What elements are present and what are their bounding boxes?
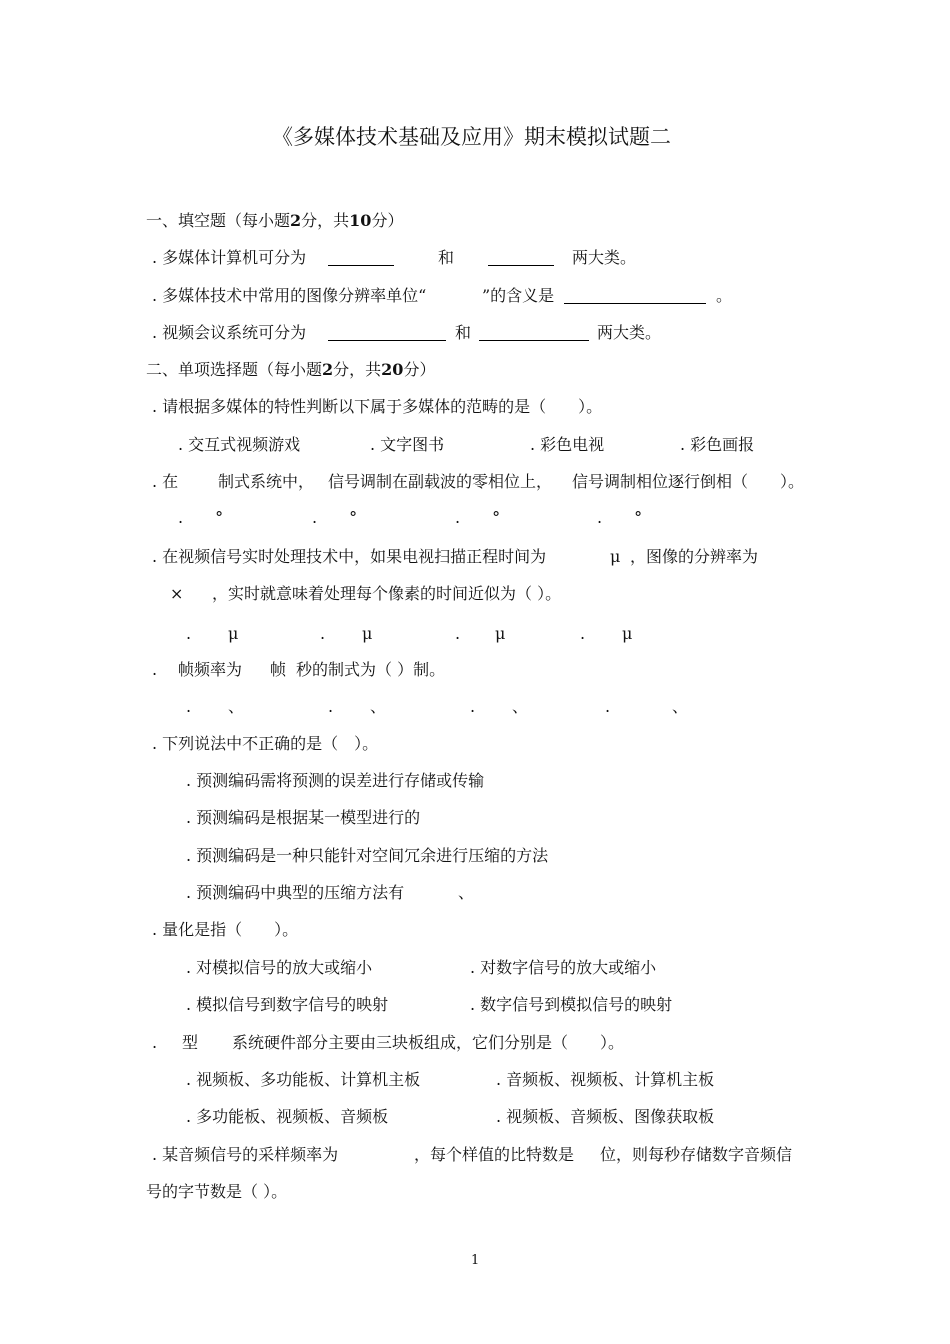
question-text: 号的字节数是（ ）。: [146, 1182, 288, 1201]
question-text: 帧频率为: [178, 660, 243, 679]
option-d-sep: 、: [458, 883, 475, 902]
option-a: . 对模拟信号的放大或缩小: [186, 958, 373, 977]
option-c: . 模拟信号到数字信号的映射: [186, 995, 389, 1014]
question-text: 两大类。: [572, 248, 637, 267]
option-d-unit: μ: [622, 624, 633, 643]
page-number: 1: [471, 1253, 480, 1268]
option-c-sep: 、: [512, 697, 529, 716]
option-b-unit: μ: [362, 624, 373, 643]
option-c: . 预测编码是一种只能针对空间冗余进行压缩的方法: [186, 846, 549, 865]
option-c: .: [470, 697, 476, 716]
option-c-unit: μ: [495, 624, 506, 643]
section-heading-fill-in: [146, 211, 403, 231]
question-text: 信号调制相位逐行倒相（ ）。: [572, 472, 805, 491]
option-c: .: [455, 624, 461, 643]
question-text: 帧: [270, 660, 287, 679]
heading-number: 20: [381, 360, 404, 379]
option-d-sep: 、: [672, 697, 689, 716]
question-text: . 某音频信号的采样频率为: [152, 1145, 339, 1164]
question-text: . 视频会议系统可分为: [152, 323, 307, 342]
question-text: .: [152, 660, 158, 679]
question-text: . 在视频信号实时处理技术中，如果电视扫描正程时间为: [152, 547, 547, 566]
question-text: 秒的制式为（ ）制。: [296, 660, 446, 679]
heading-text: 分）: [371, 211, 404, 230]
question-text: 。: [716, 286, 733, 305]
question-text: ，每个样值的比特数是: [414, 1145, 575, 1164]
question-stem: . 请根据多媒体的特性判断以下属于多媒体的范畴的是（ ）。: [152, 397, 603, 416]
heading-text: 一、填空题（每小题: [146, 211, 291, 230]
option-a: .: [186, 697, 192, 716]
heading-number: 10: [349, 211, 372, 230]
option-c: . 多功能板、视频板、音频板: [186, 1107, 389, 1126]
question-text: 信号调制在副载波的零相位上，: [328, 472, 553, 491]
option-c: . °: [455, 508, 501, 527]
question-text: 和: [438, 248, 455, 267]
question-text: ”的含义是: [482, 286, 555, 305]
option-a: .: [186, 624, 192, 643]
question-text: ，实时就意味着处理每个像素的时间近似为（ ）。: [212, 584, 562, 603]
question-text: 和: [455, 323, 472, 342]
heading-text: 分，共: [333, 360, 382, 379]
heading-number: 2: [290, 211, 302, 230]
question-text: 两大类。: [597, 323, 662, 342]
option-a: . 视频板、多功能板、计算机主板: [186, 1070, 421, 1089]
option-d: . 视频板、音频板、图像获取板: [496, 1107, 715, 1126]
answer-blank: [488, 265, 554, 266]
question-text: . 在: [152, 472, 179, 491]
heading-text: 二、单项选择题（每小题: [146, 360, 323, 379]
option-b: .: [328, 697, 334, 716]
page-title: 《多媒体技术基础及应用》期末模拟试题二: [272, 125, 671, 149]
answer-blank: [328, 340, 446, 341]
option-d: .: [605, 697, 611, 716]
question-text: ，图像的分辨率为: [630, 547, 759, 566]
answer-blank: [479, 340, 589, 341]
option-b: . 文字图书: [370, 435, 445, 454]
times-symbol: ×: [170, 584, 184, 603]
option-b: .: [320, 624, 326, 643]
option-a-unit: μ: [228, 624, 239, 643]
section-heading-multiple-choice: [146, 360, 435, 380]
option-b-sep: 、: [370, 697, 387, 716]
option-a: . 交互式视频游戏: [178, 435, 301, 454]
option-a-sep: 、: [228, 697, 245, 716]
question-text: .: [152, 1033, 158, 1052]
option-b: . 预测编码是根据某一模型进行的: [186, 808, 421, 827]
question-text: 系统硬件部分主要由三块板组成，它们分别是（ ）。: [232, 1033, 625, 1052]
heading-text: 分）: [403, 360, 436, 379]
option-d: . 预测编码中典型的压缩方法有: [186, 883, 405, 902]
question-text: 制式系统中，: [218, 472, 315, 491]
heading-text: 分，共: [301, 211, 350, 230]
question-text: 位，则每秒存储数字音频信: [600, 1145, 793, 1164]
option-d: . °: [597, 508, 643, 527]
option-d: . 彩色画报: [680, 435, 755, 454]
option-b: . 音频板、视频板、计算机主板: [496, 1070, 715, 1089]
option-a: . °: [178, 508, 224, 527]
question-stem: . 下列说法中不正确的是（ ）。: [152, 734, 379, 753]
answer-blank: [564, 303, 706, 304]
question-text: 型: [182, 1033, 199, 1052]
option-d: .: [580, 624, 586, 643]
option-c: . 彩色电视: [530, 435, 605, 454]
option-a: . 预测编码需将预测的误差进行存储或传输: [186, 771, 485, 790]
question-stem: . 量化是指（ ）。: [152, 920, 299, 939]
option-d: . 数字信号到模拟信号的映射: [470, 995, 673, 1014]
answer-blank: [328, 265, 394, 266]
micro-symbol: μ: [610, 547, 621, 566]
option-b: . 对数字信号的放大或缩小: [470, 958, 657, 977]
question-text: . 多媒体计算机可分为: [152, 248, 307, 267]
heading-number: 2: [322, 360, 334, 379]
option-b: . °: [312, 508, 358, 527]
question-text: . 多媒体技术中常用的图像分辨率单位“: [152, 286, 427, 305]
